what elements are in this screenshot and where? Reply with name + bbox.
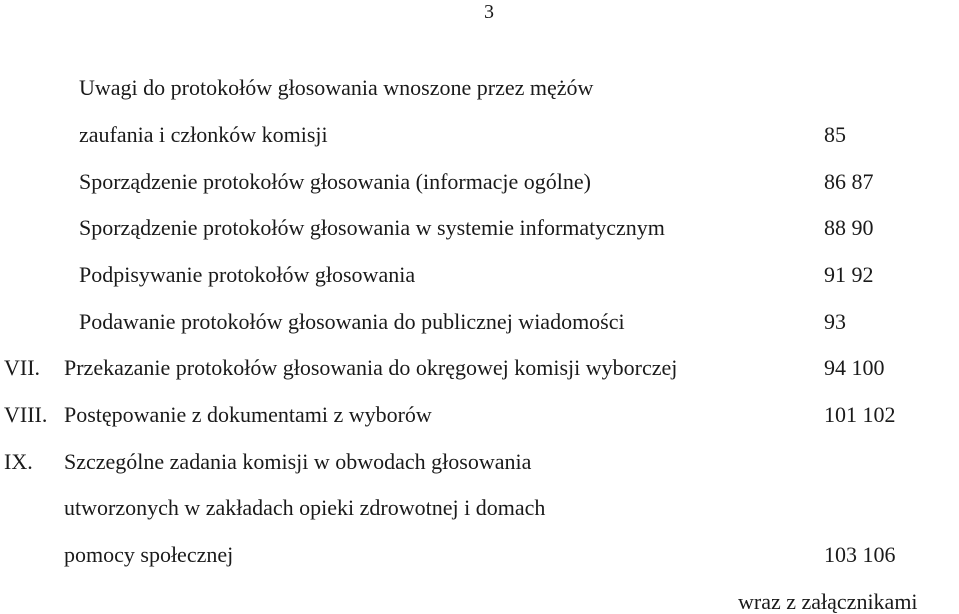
toc-chapter-label: Przekazanie protokołów głosowania do okręgowej komisji wyborczej bbox=[64, 355, 678, 380]
toc-entry-label: Sporządzenie protokołów głosowania w systemie informatycznym bbox=[79, 215, 665, 240]
toc-entry-pages: 91 92 bbox=[824, 262, 874, 287]
toc-entry-pages: 85 bbox=[824, 122, 846, 147]
toc-chapter-numeral: VIII. bbox=[4, 402, 48, 427]
toc-chapter-label: Postępowanie z dokumentami z wyborów bbox=[64, 402, 432, 427]
toc-chapter-pages: 94 100 bbox=[824, 355, 885, 380]
toc-chapter-label: utworzonych w zakładach opieki zdrowotnej i domach bbox=[64, 495, 546, 520]
footer-note: wraz z załącznikami bbox=[738, 589, 918, 614]
toc-entry-label: zaufania i członków komisji bbox=[79, 122, 328, 147]
toc-entry-label: Podawanie protokołów głosowania do publicznej wiadomości bbox=[79, 309, 625, 334]
toc-chapter-numeral: IX. bbox=[4, 449, 33, 474]
toc-chapter-label: Szczególne zadania komisji w obwodach głosowania bbox=[64, 449, 532, 474]
toc-chapter-label: pomocy społecznej bbox=[64, 542, 234, 567]
toc-entry-label: Podpisywanie protokołów głosowania bbox=[79, 262, 416, 287]
toc-chapter-pages: 101 102 bbox=[824, 402, 896, 427]
toc-entry-label: Sporządzenie protokołów głosowania (informacje ogólne) bbox=[79, 169, 591, 194]
toc-chapter-pages: 103 106 bbox=[824, 542, 896, 567]
toc-chapter-numeral: VII. bbox=[4, 355, 41, 380]
toc-entry-pages: 86 87 bbox=[824, 169, 874, 194]
toc-entry-pages: 88 90 bbox=[824, 215, 874, 240]
toc-entry-label: Uwagi do protokołów głosowania wnoszone przez mężów bbox=[79, 75, 594, 100]
toc-entry-pages: 93 bbox=[824, 309, 846, 334]
page-number: 3 bbox=[484, 1, 494, 23]
